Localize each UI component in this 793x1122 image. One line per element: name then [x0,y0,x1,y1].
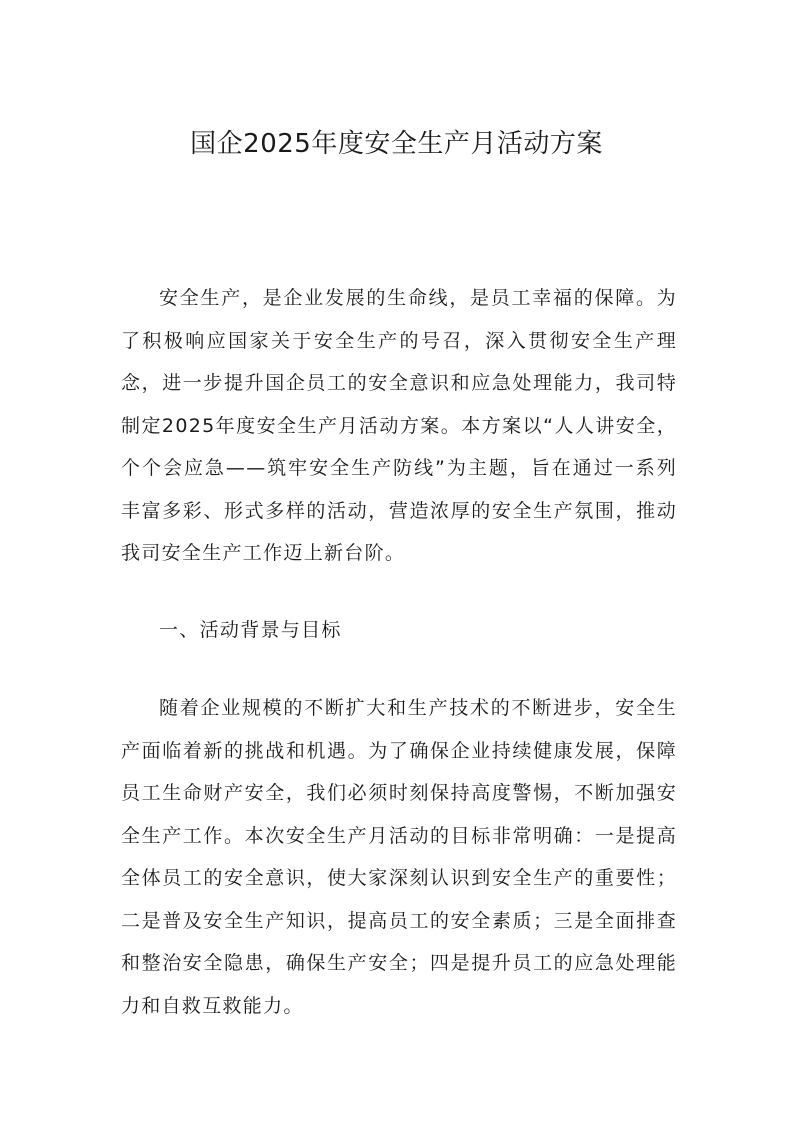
intro-paragraph: 安全生产，是企业发展的生命线，是员工幸福的保障。为了积极响应国家关于安全生产的号召，深入贯彻安全生产理念，进一步提升国企员工的安全意识和应急处理能力，我司特制定2025年度安全生产月活动方案。本方案以“人人讲安全，个个会应急——筑牢安全生产防线”为主题，旨在通过一系列丰富多彩、形式多样的活动，营造浓厚的安全生产氛围，推动我司安全生产工作迈上新台阶。 [121,287,677,564]
document-title: 国企2025年度安全生产月活动方案 [190,129,603,159]
section-paragraph-background-goals: 随着企业规模的不断扩大和生产技术的不断进步，安全生产面临着新的挑战和机遇。为了确保企业持续健康发展，保障员工生命财产安全，我们必须时刻保持高度警惕，不断加强安全生产工作。本次安全生产月活动的目标非常明确：一是提高全体员工的安全意识，使大家深刻认识到安全生产的重要性；二是普及安全生产知识，提高员工的安全素质；三是全面排查和整治安全隐患，确保生产安全；四是提升员工的应急处理能力和自救互救能力。 [121,697,677,1017]
section-heading-background-goals: 一、活动背景与目标 [159,619,342,641]
